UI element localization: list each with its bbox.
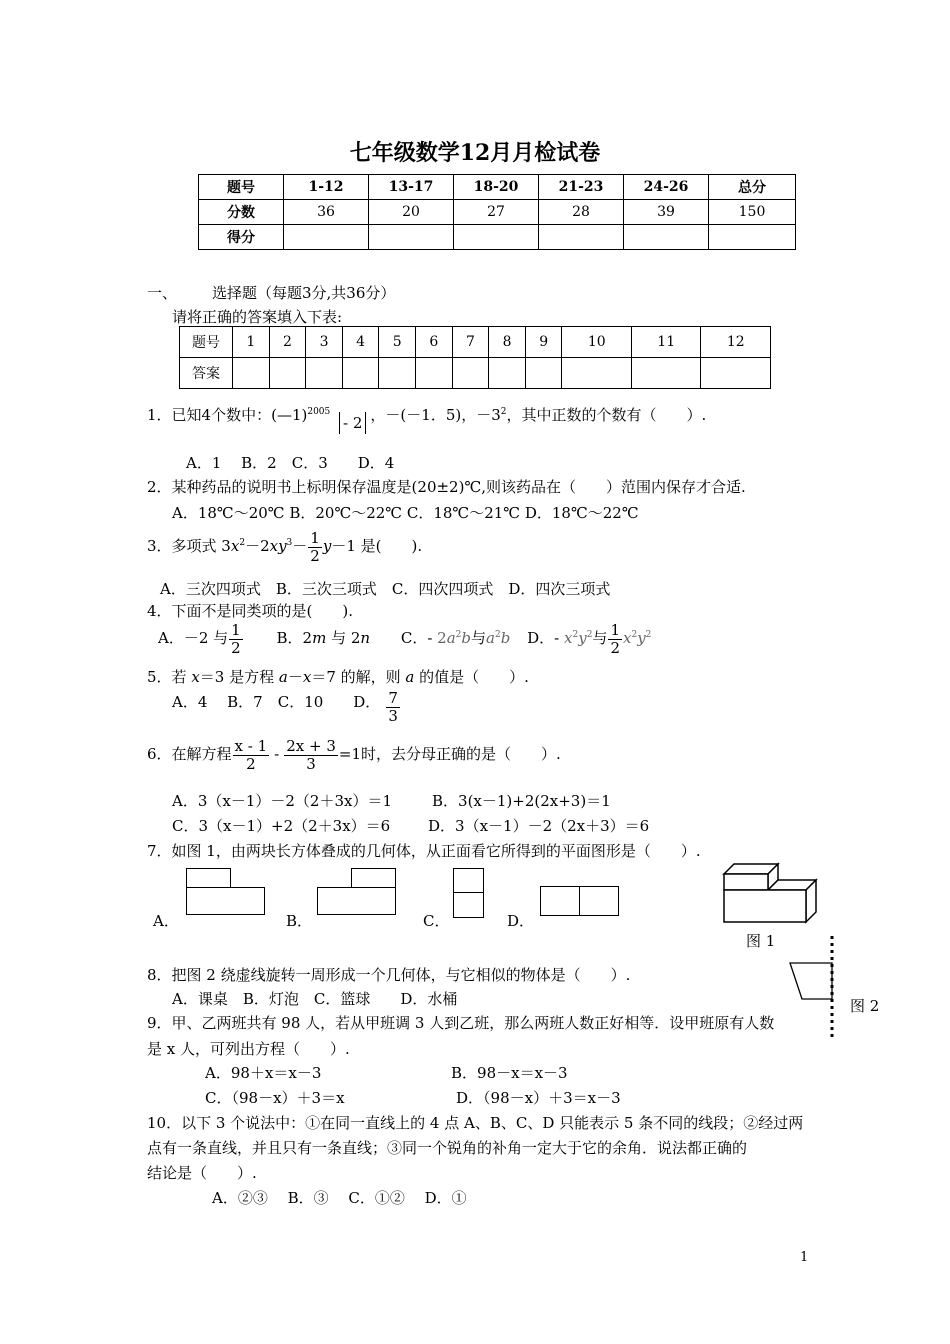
question-8: 8．把图 2 绕虚线旋转一周形成一个几何体，与它相似的物体是（ ）. [147,966,631,984]
answer-cell[interactable] [379,358,416,389]
q6-fraction: $\frac{2x + 3}{3}$ [286,737,336,773]
q1-text: 1．已知4个数中：(—1) [147,406,308,424]
figure-2-trapezoid [786,936,846,1040]
q4-option-a: A．－2 与 [158,629,229,647]
score-table [198,174,796,250]
option-c-bottom-block [453,892,484,918]
score-points-cell: 分数 [199,200,284,225]
question-2: 2．某种药品的说明书上标明保存温度是(20±2)℃,则该药品在（ ）范围内保存才合适. [147,478,746,496]
answer-header-cell: 5 [379,327,416,358]
q2-options: A．18℃～20℃ B．20℃～22℃ C．18℃～21℃ D．18℃～22℃ [172,504,639,522]
q3-text: 3．多项式 3 [147,537,231,555]
score-got-cell[interactable] [369,225,454,250]
q4-d-expression: $x^2y^2$ [564,629,593,647]
question-10-line-3: 结论是（ ）. [147,1164,257,1182]
option-a-bottom-block [186,887,265,915]
score-got-cell[interactable] [539,225,624,250]
question-10-line-2: 点有一条直线，并且只有一条直线；③同一个锐角的补角一定大于它的余角．说法都正确的 [147,1139,748,1157]
answer-header-cell: 4 [342,327,379,358]
answer-cell[interactable] [416,358,453,389]
q3-text: －2 [245,537,270,555]
answer-label: 答案 [180,358,233,389]
q4-text: 与 [592,629,608,647]
score-header-cell: 24-26 [624,175,709,200]
score-points-cell: 20 [369,200,454,225]
answer-cell[interactable] [342,358,379,389]
q6-fraction: $\frac{x - 1}{2}$ [234,737,268,773]
q4-fraction: $\frac{1}{2}$ [231,621,241,657]
q10-options: A．②③ B．③ C．①② D．① [212,1189,467,1207]
score-header-cell: 总分 [709,175,796,200]
section-number: 一、 [147,284,178,302]
score-got-cell[interactable] [284,225,369,250]
answer-header-cell: 3 [306,327,343,358]
q6-text: =1时，去分母正确的是（ ）. [338,745,561,763]
score-got-label: 得分 [199,225,284,250]
q4-text: 与 [471,629,487,647]
score-header-row [199,175,796,200]
score-header-cell: 1-12 [284,175,369,200]
q7-label-b: B． [286,912,313,930]
figure-1-label: 图 1 [746,932,776,950]
answer-cell[interactable] [562,358,631,389]
answer-cell[interactable] [452,358,489,389]
q6-option-a: A．3（x－1）－2（2＋3x）＝1 [172,792,393,810]
score-points-cell: 150 [709,200,796,225]
q5-fraction: $\frac{7}{3}$ [388,689,398,725]
q4-options: A．－2 与 $\frac{1}{2}$ B．2m 与 2n C．- $2a^2b$与$a^2b$ D．- $x^2y^2$与 $\frac{1}{2}$ $x^2y^2$ [158,621,652,657]
answer-cell[interactable] [269,358,306,389]
option-b-top-block [351,868,396,888]
answer-row [180,358,771,389]
answer-header-cell: 10 [562,327,631,358]
score-header-cell: 18-20 [454,175,539,200]
answer-header-cell: 6 [416,327,453,358]
question-6 [147,738,561,772]
question-9-line-2: 是 x 人，可列出方程（ ）. [147,1040,350,1058]
q7-label-d: D． [507,912,535,930]
question-4: 4．下面不是同类项的是( ). [147,602,354,620]
question-9-line-1: 9．甲、乙两班共有 98 人，若从甲班调 3 人到乙班，那么两班人数正好相等．设甲班原有人数 [147,1014,775,1032]
q4-fraction: $\frac{1}{2}$ [610,621,620,657]
q4-c-expression: $a^2b$ [486,629,511,647]
score-header-cell: 21-23 [539,175,624,200]
answer-cell[interactable] [306,358,343,389]
q4-option-d: D．- [527,629,560,647]
q3-text: －1 是( ). [331,537,423,555]
q5-options [172,690,401,724]
q4-c-expression: $2a^2b$ [437,629,472,647]
q5-text: 5．若 [147,668,192,686]
q6-option-b: B．3(x－1)+2(2x+3)＝1 [432,792,611,810]
answer-cell[interactable] [233,358,270,389]
q4-text: 与 2 [326,629,361,647]
q7-label-a: A． [153,912,179,930]
q6-option-d: D．3（x－1）－2（2x＋3）＝6 [428,817,650,835]
option-a-top-block [186,868,231,888]
answer-cell[interactable] [525,358,562,389]
figure-1-solid [720,862,820,924]
score-header-cell: 题号 [199,175,284,200]
score-points-cell: 39 [624,200,709,225]
score-got-row [199,225,796,250]
q4-option-c: C．- [400,629,433,647]
q6-option-c: C．3（x－1）+2（2＋3x）＝6 [172,817,391,835]
answer-header-cell: 11 [631,327,700,358]
q7-label-c: C． [423,912,450,930]
figure-2-label: 图 2 [850,997,880,1015]
q5-options-text: A．4 B．7 C．10 D． [172,693,381,711]
score-points-cell: 36 [284,200,369,225]
score-got-cell[interactable] [709,225,796,250]
answer-header-cell: 2 [269,327,306,358]
q1-exponent: 2005 [307,407,331,417]
answer-header-cell: 9 [525,327,562,358]
q9-option-c: C．（98－x）＋3＝x [205,1089,345,1107]
q1-exponent: 2 [500,407,507,417]
q9-option-a: A．98＋x＝x－3 [205,1064,322,1082]
answer-header-cell: 7 [452,327,489,358]
q9-option-b: B．98－x＝x－3 [451,1064,568,1082]
q4-option-b: B．2 [276,629,313,647]
q5-text: 的值是（ ）. [414,668,529,686]
q3-fraction: $\frac{1}{2}$ [310,529,320,565]
question-10-line-1: 10．以下 3 个说法中：①在同一直线上的 4 点 A、B、C、D 只能表示 5 条不同的线段；②经过两 [147,1114,804,1132]
score-header-cell: 13-17 [369,175,454,200]
option-c-top-block [453,868,484,893]
score-points-cell: 28 [539,200,624,225]
q1-text: ，其中正数的个数有（ ）. [506,406,707,424]
question-3: 3．多项式 $3x^2-2xy^3-$ $\frac{1}{2}$ y－1 是( ). [147,529,423,565]
q5-text: ＝7 的解，则 [311,668,406,686]
score-got-cell[interactable] [454,225,539,250]
q9-option-d: D．（98－x）＋3＝x－3 [456,1089,621,1107]
answer-header-row [180,327,771,358]
option-d-right-block [579,886,619,916]
q6-text: 6．在解方程 [147,745,232,763]
score-points-row [199,200,796,225]
answer-cell[interactable] [489,358,526,389]
score-got-cell[interactable] [624,225,709,250]
section-instruction: 请将正确的答案填入下表: [172,308,343,326]
page-number: 1 [800,1250,809,1265]
page-title: 七年级数学12月月检试卷 [349,140,601,166]
q3-options: A．三次四项式 B．三次三项式 C．四次四项式 D．四次三项式 [160,580,611,598]
answer-header-cell: 1 [233,327,270,358]
q3-text: － [292,537,308,555]
q8-options: A．课桌 B．灯泡 C．篮球 D．水桶 [172,990,458,1008]
section-heading: 选择题（每题3分,共36分） [212,284,396,302]
answer-header-cell: 12 [701,327,771,358]
question-7: 7．如图 1，由两块长方体叠成的几何体，从正面看它所得到的平面图形是（ ）. [147,842,701,860]
answer-cell[interactable] [701,358,771,389]
answer-cell[interactable] [631,358,700,389]
q1-options: A．1 B．2 C．3 D．4 [186,454,395,472]
q6-text: - [274,745,280,763]
q5-text: － [287,668,303,686]
q1-absolute-value: - 2 [339,412,366,434]
question-1 [147,404,707,432]
answer-table [179,326,771,389]
option-d-left-block [540,886,580,916]
q5-text: ＝3 是方程 [199,668,279,686]
answer-header-cell: 8 [489,327,526,358]
q4-d-expression: $x^2y^2$ [622,629,652,647]
score-points-cell: 27 [454,200,539,225]
answer-header-cell: 题号 [180,327,233,358]
question-5: 5．若 x＝3 是方程 a－x＝7 的解，则 a 的值是（ ）. [147,668,529,686]
q1-text: ，－(－1．5)，－3 [370,406,501,424]
option-b-bottom-block [317,887,396,915]
